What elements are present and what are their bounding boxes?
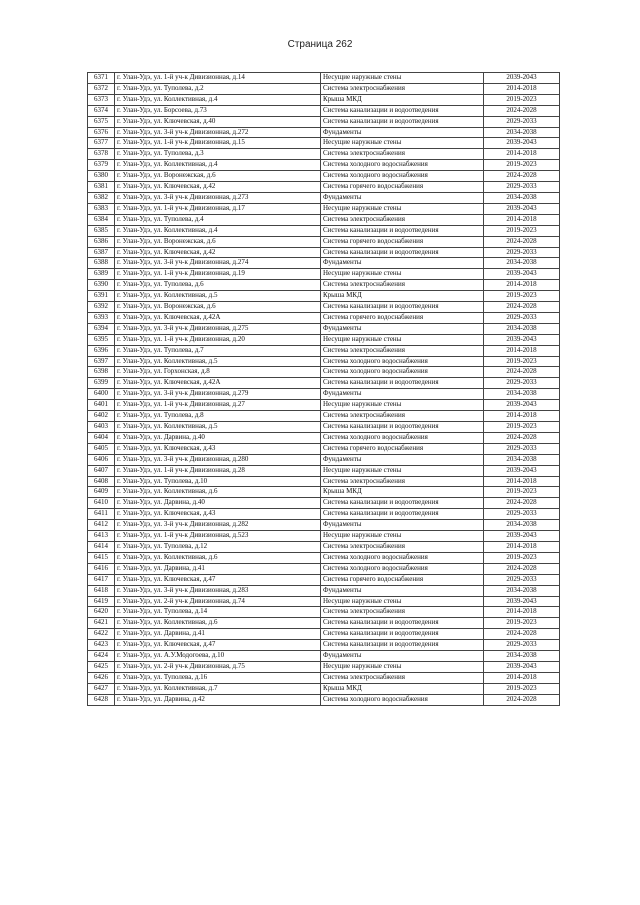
table-row <box>88 411 560 422</box>
row-system: Система горячего водоснабжения <box>321 443 484 454</box>
row-system: Система горячего водоснабжения <box>321 182 484 193</box>
table-row <box>88 400 560 411</box>
row-period: 2024-2028 <box>484 236 560 247</box>
table-row <box>88 694 560 705</box>
table-row <box>88 672 560 683</box>
row-system: Система горячего водоснабжения <box>321 312 484 323</box>
row-number: 6383 <box>88 203 115 214</box>
row-address: г. Улан-Удэ, ул. 3-й уч-к Дивизионная, д.280 <box>115 454 321 465</box>
row-address: г. Улан-Удэ, ул. 3-й уч-к Дивизионная, д.279 <box>115 389 321 400</box>
row-address: г. Улан-Удэ, ул. Воронежская, д.6 <box>115 302 321 313</box>
row-number: 6401 <box>88 400 115 411</box>
row-period: 2014-2018 <box>484 280 560 291</box>
row-period: 2019-2023 <box>484 552 560 563</box>
table-row <box>88 203 560 214</box>
row-system: Фундаменты <box>321 323 484 334</box>
table-row <box>88 574 560 585</box>
row-number: 6404 <box>88 432 115 443</box>
table-row <box>88 596 560 607</box>
row-system: Фундаменты <box>321 651 484 662</box>
row-number: 6382 <box>88 192 115 203</box>
row-period: 2039-2043 <box>484 138 560 149</box>
row-system: Фундаменты <box>321 585 484 596</box>
row-number: 6402 <box>88 411 115 422</box>
row-period: 2029-2033 <box>484 247 560 258</box>
row-system: Система холодного водоснабжения <box>321 356 484 367</box>
table-row <box>88 476 560 487</box>
page-header: Страница 262 <box>287 39 353 50</box>
table-row <box>88 509 560 520</box>
table-row <box>88 345 560 356</box>
row-system: Система канализации и водоотведения <box>321 509 484 520</box>
row-period: 2029-2033 <box>484 116 560 127</box>
data-table <box>87 72 560 706</box>
row-period: 2014-2018 <box>484 607 560 618</box>
row-address: г. Улан-Удэ, ул. Коллективная, д.5 <box>115 422 321 433</box>
table-row <box>88 552 560 563</box>
row-system: Система холодного водоснабжения <box>321 367 484 378</box>
table-row <box>88 454 560 465</box>
row-number: 6372 <box>88 83 115 94</box>
row-address: г. Улан-Удэ, ул. Ключевская, д.47 <box>115 574 321 585</box>
row-number: 6391 <box>88 291 115 302</box>
row-address: г. Улан-Удэ, ул. 1-й уч-к Дивизионная, д.17 <box>115 203 321 214</box>
row-number: 6412 <box>88 520 115 531</box>
row-address: г. Улан-Удэ, ул. Ключевская, д.47 <box>115 640 321 651</box>
row-system: Система горячего водоснабжения <box>321 574 484 585</box>
row-period: 2014-2018 <box>484 345 560 356</box>
row-address: г. Улан-Удэ, ул. Коллективная, д.4 <box>115 94 321 105</box>
row-period: 2034-2038 <box>484 127 560 138</box>
row-period: 2019-2023 <box>484 94 560 105</box>
row-number: 6399 <box>88 378 115 389</box>
table-row <box>88 127 560 138</box>
row-address: г. Улан-Удэ, ул. Туполева, д.14 <box>115 607 321 618</box>
table-row <box>88 378 560 389</box>
row-number: 6414 <box>88 541 115 552</box>
table-row <box>88 531 560 542</box>
table-row <box>88 465 560 476</box>
row-period: 2034-2038 <box>484 520 560 531</box>
row-period: 2024-2028 <box>484 563 560 574</box>
table-row <box>88 171 560 182</box>
table-row <box>88 258 560 269</box>
row-number: 6390 <box>88 280 115 291</box>
row-address: г. Улан-Удэ, ул. Коллективная, д.6 <box>115 487 321 498</box>
row-number: 6376 <box>88 127 115 138</box>
row-period: 2039-2043 <box>484 269 560 280</box>
row-period: 2034-2038 <box>484 585 560 596</box>
row-number: 6415 <box>88 552 115 563</box>
row-system: Несущие наружные стены <box>321 596 484 607</box>
table-row <box>88 640 560 651</box>
row-system: Несущие наружные стены <box>321 334 484 345</box>
row-period: 2039-2043 <box>484 465 560 476</box>
row-number: 6395 <box>88 334 115 345</box>
row-address: г. Улан-Удэ, ул. Дарвина, д.41 <box>115 629 321 640</box>
row-system: Система холодного водоснабжения <box>321 552 484 563</box>
row-address: г. Улан-Удэ, ул. 1-й уч-к Дивизионная, д.19 <box>115 269 321 280</box>
table-row <box>88 73 560 84</box>
row-period: 2014-2018 <box>484 476 560 487</box>
table-row <box>88 367 560 378</box>
table-row <box>88 334 560 345</box>
row-period: 2034-2038 <box>484 651 560 662</box>
row-address: г. Улан-Удэ, ул. 3-й уч-к Дивизионная, д.274 <box>115 258 321 269</box>
row-period: 2019-2023 <box>484 291 560 302</box>
row-number: 6407 <box>88 465 115 476</box>
row-system: Система канализации и водоотведения <box>321 302 484 313</box>
row-period: 2024-2028 <box>484 629 560 640</box>
table-row <box>88 225 560 236</box>
row-period: 2034-2038 <box>484 454 560 465</box>
row-period: 2019-2023 <box>484 225 560 236</box>
row-system: Система электроснабжения <box>321 607 484 618</box>
table-row <box>88 149 560 160</box>
row-number: 6427 <box>88 683 115 694</box>
table-row <box>88 312 560 323</box>
table-row <box>88 214 560 225</box>
row-address: г. Улан-Удэ, ул. Ключевская, д.42А <box>115 378 321 389</box>
row-address: г. Улан-Удэ, ул. Ключевская, д.42 <box>115 182 321 193</box>
row-period: 2024-2028 <box>484 432 560 443</box>
row-address: г. Улан-Удэ, ул. Туполева, д.8 <box>115 411 321 422</box>
table-row <box>88 160 560 171</box>
row-address: г. Улан-Удэ, ул. 1-й уч-к Дивизионная, д.20 <box>115 334 321 345</box>
table-row <box>88 422 560 433</box>
row-address: г. Улан-Удэ, ул. 3-й уч-к Дивизионная, д.272 <box>115 127 321 138</box>
row-number: 6406 <box>88 454 115 465</box>
row-system: Система канализации и водоотведения <box>321 116 484 127</box>
row-number: 6422 <box>88 629 115 640</box>
row-address: г. Улан-Удэ, ул. Борсоева, д.73 <box>115 105 321 116</box>
table-row <box>88 585 560 596</box>
row-number: 6388 <box>88 258 115 269</box>
table-row <box>88 443 560 454</box>
row-period: 2034-2038 <box>484 192 560 203</box>
row-period: 2024-2028 <box>484 171 560 182</box>
row-address: г. Улан-Удэ, ул. Коллективная, д.5 <box>115 356 321 367</box>
row-period: 2039-2043 <box>484 531 560 542</box>
table-row <box>88 302 560 313</box>
row-number: 6393 <box>88 312 115 323</box>
row-period: 2024-2028 <box>484 105 560 116</box>
row-number: 6425 <box>88 661 115 672</box>
row-period: 2024-2028 <box>484 302 560 313</box>
row-period: 2029-2033 <box>484 312 560 323</box>
row-number: 6375 <box>88 116 115 127</box>
row-number: 6384 <box>88 214 115 225</box>
row-system: Система электроснабжения <box>321 476 484 487</box>
row-system: Несущие наружные стены <box>321 400 484 411</box>
row-address: г. Улан-Удэ, ул. 2-й уч-к Дивизионная, д.75 <box>115 661 321 672</box>
row-number: 6385 <box>88 225 115 236</box>
row-address: г. Улан-Удэ, ул. Коллективная, д.6 <box>115 618 321 629</box>
row-period: 2039-2043 <box>484 596 560 607</box>
table-row <box>88 247 560 258</box>
row-system: Несущие наружные стены <box>321 269 484 280</box>
row-period: 2034-2038 <box>484 258 560 269</box>
table-container <box>87 72 555 706</box>
table-row <box>88 651 560 662</box>
table-row <box>88 269 560 280</box>
row-system: Крыша МКД <box>321 94 484 105</box>
row-period: 2039-2043 <box>484 334 560 345</box>
row-period: 2019-2023 <box>484 487 560 498</box>
row-number: 6419 <box>88 596 115 607</box>
table-row <box>88 94 560 105</box>
row-system: Фундаменты <box>321 520 484 531</box>
table-row <box>88 291 560 302</box>
table-row <box>88 607 560 618</box>
row-address: г. Улан-Удэ, ул. Ключевская, д.43 <box>115 443 321 454</box>
row-number: 6409 <box>88 487 115 498</box>
table-row <box>88 83 560 94</box>
table-row <box>88 138 560 149</box>
row-system: Система канализации и водоотведения <box>321 247 484 258</box>
row-number: 6397 <box>88 356 115 367</box>
row-period: 2039-2043 <box>484 400 560 411</box>
row-address: г. Улан-Удэ, ул. Коллективная, д.5 <box>115 291 321 302</box>
row-number: 6423 <box>88 640 115 651</box>
row-number: 6405 <box>88 443 115 454</box>
row-address: г. Улан-Удэ, ул. 3-й уч-к Дивизионная, д.282 <box>115 520 321 531</box>
row-address: г. Улан-Удэ, ул. Коллективная, д.4 <box>115 225 321 236</box>
row-address: г. Улан-Удэ, ул. Туполева, д.10 <box>115 476 321 487</box>
row-period: 2039-2043 <box>484 661 560 672</box>
row-number: 6420 <box>88 607 115 618</box>
row-number: 6410 <box>88 498 115 509</box>
row-address: г. Улан-Удэ, ул. Туполева, д.2 <box>115 83 321 94</box>
row-number: 6418 <box>88 585 115 596</box>
row-system: Система электроснабжения <box>321 280 484 291</box>
row-number: 6428 <box>88 694 115 705</box>
table-row <box>88 487 560 498</box>
row-period: 2029-2033 <box>484 378 560 389</box>
table-row <box>88 356 560 367</box>
row-address: г. Улан-Удэ, ул. Туполева, д.4 <box>115 214 321 225</box>
row-period: 2034-2038 <box>484 389 560 400</box>
row-system: Система канализации и водоотведения <box>321 105 484 116</box>
row-address: г. Улан-Удэ, ул. Дарвина, д.41 <box>115 563 321 574</box>
row-system: Несущие наружные стены <box>321 138 484 149</box>
row-address: г. Улан-Удэ, ул. 1-й уч-к Дивизионная, д.28 <box>115 465 321 476</box>
row-address: г. Улан-Удэ, ул. 1-й уч-к Дивизионная, д.27 <box>115 400 321 411</box>
row-system: Фундаменты <box>321 127 484 138</box>
row-system: Система холодного водоснабжения <box>321 160 484 171</box>
row-period: 2029-2033 <box>484 443 560 454</box>
row-number: 6379 <box>88 160 115 171</box>
row-period: 2019-2023 <box>484 356 560 367</box>
row-address: г. Улан-Удэ, ул. Туполева, д.7 <box>115 345 321 356</box>
row-address: г. Улан-Удэ, ул. Туполева, д.6 <box>115 280 321 291</box>
row-system: Система канализации и водоотведения <box>321 225 484 236</box>
table-row <box>88 683 560 694</box>
row-number: 6371 <box>88 73 115 84</box>
row-number: 6411 <box>88 509 115 520</box>
row-period: 2014-2018 <box>484 214 560 225</box>
row-number: 6381 <box>88 182 115 193</box>
row-period: 2014-2018 <box>484 672 560 683</box>
row-number: 6380 <box>88 171 115 182</box>
row-period: 2019-2023 <box>484 422 560 433</box>
table-row <box>88 520 560 531</box>
row-system: Несущие наружные стены <box>321 203 484 214</box>
row-system: Система электроснабжения <box>321 411 484 422</box>
row-period: 2014-2018 <box>484 83 560 94</box>
table-row <box>88 618 560 629</box>
row-address: г. Улан-Удэ, ул. Ключевская, д.42 <box>115 247 321 258</box>
row-system: Система электроснабжения <box>321 672 484 683</box>
row-system: Система горячего водоснабжения <box>321 236 484 247</box>
row-number: 6389 <box>88 269 115 280</box>
row-number: 6424 <box>88 651 115 662</box>
table-row <box>88 192 560 203</box>
row-address: г. Улан-Удэ, ул. Туполева, д.16 <box>115 672 321 683</box>
row-system: Крыша МКД <box>321 683 484 694</box>
table-row <box>88 116 560 127</box>
table-row <box>88 498 560 509</box>
row-number: 6417 <box>88 574 115 585</box>
row-address: г. Улан-Удэ, ул. Ключевская, д.43 <box>115 509 321 520</box>
table-body <box>88 73 560 706</box>
row-number: 6374 <box>88 105 115 116</box>
table-row <box>88 563 560 574</box>
row-period: 2019-2023 <box>484 683 560 694</box>
row-address: г. Улан-Удэ, ул. Дарвина, д.40 <box>115 432 321 443</box>
row-number: 6400 <box>88 389 115 400</box>
row-period: 2019-2023 <box>484 160 560 171</box>
table-row <box>88 105 560 116</box>
row-address: г. Улан-Удэ, ул. А.У.Модогоева, д.10 <box>115 651 321 662</box>
row-number: 6403 <box>88 422 115 433</box>
table-row <box>88 389 560 400</box>
row-address: г. Улан-Удэ, ул. Туполева, д.3 <box>115 149 321 160</box>
row-number: 6377 <box>88 138 115 149</box>
row-period: 2014-2018 <box>484 411 560 422</box>
row-number: 6398 <box>88 367 115 378</box>
row-system: Система электроснабжения <box>321 541 484 552</box>
row-system: Система холодного водоснабжения <box>321 694 484 705</box>
row-period: 2039-2043 <box>484 73 560 84</box>
row-system: Система электроснабжения <box>321 149 484 160</box>
row-system: Фундаменты <box>321 389 484 400</box>
row-period: 2014-2018 <box>484 541 560 552</box>
table-row <box>88 541 560 552</box>
row-period: 2029-2033 <box>484 509 560 520</box>
row-address: г. Улан-Удэ, ул. Дарвина, д.40 <box>115 498 321 509</box>
row-address: г. Улан-Удэ, ул. Коллективная, д.4 <box>115 160 321 171</box>
row-system: Система канализации и водоотведения <box>321 422 484 433</box>
row-system: Фундаменты <box>321 454 484 465</box>
row-system: Система канализации и водоотведения <box>321 498 484 509</box>
table-row <box>88 432 560 443</box>
row-address: г. Улан-Удэ, ул. 3-й уч-к Дивизионная, д.275 <box>115 323 321 334</box>
row-number: 6386 <box>88 236 115 247</box>
row-number: 6378 <box>88 149 115 160</box>
table-row <box>88 182 560 193</box>
row-period: 2024-2028 <box>484 367 560 378</box>
row-period: 2034-2038 <box>484 323 560 334</box>
row-period: 2019-2023 <box>484 618 560 629</box>
row-period: 2029-2033 <box>484 640 560 651</box>
row-address: г. Улан-Удэ, ул. Туполева, д.12 <box>115 541 321 552</box>
row-system: Фундаменты <box>321 192 484 203</box>
row-system: Система канализации и водоотведения <box>321 378 484 389</box>
row-number: 6416 <box>88 563 115 574</box>
row-system: Система канализации и водоотведения <box>321 618 484 629</box>
row-address: г. Улан-Удэ, ул. 3-й уч-к Дивизионная, д.273 <box>115 192 321 203</box>
row-address: г. Улан-Удэ, ул. Горхонская, д.8 <box>115 367 321 378</box>
table-row <box>88 629 560 640</box>
table-row <box>88 280 560 291</box>
row-address: г. Улан-Удэ, ул. 1-й уч-к Дивизионная, д.523 <box>115 531 321 542</box>
row-address: г. Улан-Удэ, ул. Дарвина, д.42 <box>115 694 321 705</box>
row-system: Несущие наружные стены <box>321 73 484 84</box>
row-number: 6373 <box>88 94 115 105</box>
row-address: г. Улан-Удэ, ул. Воронежская, д.6 <box>115 236 321 247</box>
row-system: Несущие наружные стены <box>321 465 484 476</box>
row-system: Система канализации и водоотведения <box>321 640 484 651</box>
row-system: Система электроснабжения <box>321 214 484 225</box>
row-period: 2024-2028 <box>484 694 560 705</box>
row-system: Система холодного водоснабжения <box>321 171 484 182</box>
row-address: г. Улан-Удэ, ул. 2-й уч-к Дивизионная, д.74 <box>115 596 321 607</box>
row-system: Система электроснабжения <box>321 345 484 356</box>
row-number: 6408 <box>88 476 115 487</box>
row-number: 6394 <box>88 323 115 334</box>
row-system: Крыша МКД <box>321 487 484 498</box>
row-period: 2024-2028 <box>484 498 560 509</box>
row-number: 6392 <box>88 302 115 313</box>
row-system: Система холодного водоснабжения <box>321 563 484 574</box>
table-row <box>88 323 560 334</box>
row-number: 6396 <box>88 345 115 356</box>
row-system: Система электроснабжения <box>321 83 484 94</box>
row-address: г. Улан-Удэ, ул. Ключевская, д.40 <box>115 116 321 127</box>
table-row <box>88 236 560 247</box>
row-address: г. Улан-Удэ, ул. 1-й уч-к Дивизионная, д.14 <box>115 73 321 84</box>
row-number: 6421 <box>88 618 115 629</box>
row-number: 6413 <box>88 531 115 542</box>
row-period: 2014-2018 <box>484 149 560 160</box>
row-address: г. Улан-Удэ, ул. 1-й уч-к Дивизионная, д.15 <box>115 138 321 149</box>
row-address: г. Улан-Удэ, ул. Коллективная, д.6 <box>115 552 321 563</box>
row-address: г. Улан-Удэ, ул. 3-й уч-к Дивизионная, д.283 <box>115 585 321 596</box>
table-row <box>88 661 560 672</box>
row-system: Система канализации и водоотведения <box>321 629 484 640</box>
row-address: г. Улан-Удэ, ул. Ключевская, д.42А <box>115 312 321 323</box>
row-number: 6387 <box>88 247 115 258</box>
row-period: 2029-2033 <box>484 574 560 585</box>
row-system: Несущие наружные стены <box>321 531 484 542</box>
row-system: Несущие наружные стены <box>321 661 484 672</box>
row-system: Система холодного водоснабжения <box>321 432 484 443</box>
row-address: г. Улан-Удэ, ул. Коллективная, д.7 <box>115 683 321 694</box>
row-period: 2029-2033 <box>484 182 560 193</box>
row-address: г. Улан-Удэ, ул. Воронежская, д.6 <box>115 171 321 182</box>
row-system: Фундаменты <box>321 258 484 269</box>
row-number: 6426 <box>88 672 115 683</box>
row-period: 2039-2043 <box>484 203 560 214</box>
row-system: Крыша МКД <box>321 291 484 302</box>
